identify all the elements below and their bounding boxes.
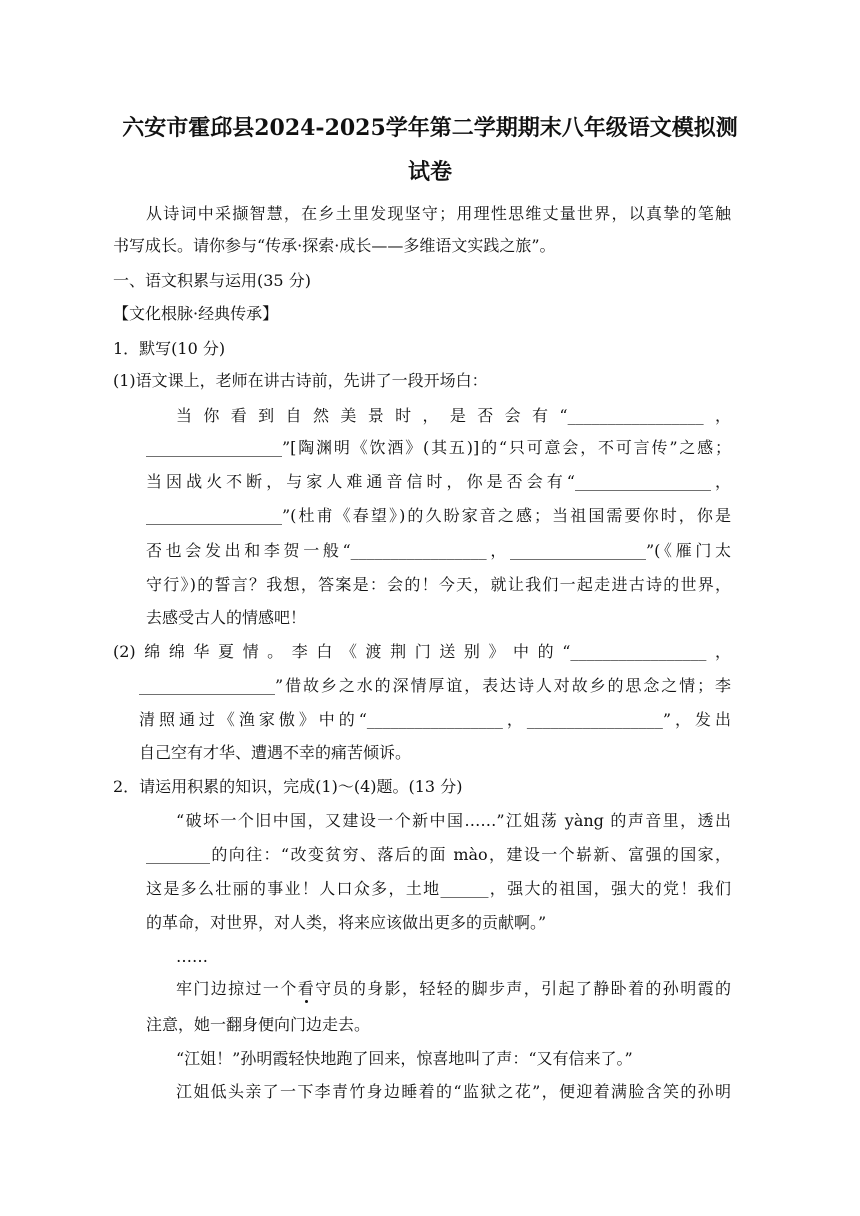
passage-para-1-line-c: 这是多么壮丽的事业！人口众多，土地______，强大的祖国，强大的党！我们 — [146, 879, 731, 898]
question-1-1-line-c: 当因战火不断，与家人难通音信时，你是否会有“_________________， — [146, 472, 731, 491]
question-1-1-line-a: 当你看到自然美景时，是否会有“_________________， — [176, 406, 731, 425]
question-1-1-prompt: (1)语文课上，老师在讲古诗前，先讲了一段开场白： — [113, 371, 488, 390]
passage-para-2-pre: 牢门边掠过一个 — [176, 979, 298, 998]
question-1-1-line-d: _________________”(杜甫《春望》)的久盼家音之感；当祖国需要你时，你是 — [146, 506, 731, 525]
passage-para-2-line-b: 注意，她一翻身便向门边走去。 — [146, 1015, 371, 1034]
question-1-2-line-d: 自己空有才华、遭遇不幸的痛苦倾诉。 — [139, 743, 412, 762]
intro-line-2: 书写成长。请你参与“传承·探索·成长——多维语文实践之旅”。 — [113, 236, 556, 255]
question-1-1-line-b: _________________”[陶渊明《饮酒》(其五)]的“只可意会，不可言传”之感； — [146, 438, 731, 457]
passage-para-4-line-a: 江姐低头亲了一下李青竹身边睡着的“监狱之花”，便迎着满脸含笑的孙明 — [176, 1082, 731, 1101]
passage-para-2-line-a — [176, 978, 731, 1000]
subsection-heading: 【文化根脉·经典传承】 — [113, 304, 279, 323]
exam-title-line-1: 六安市霍邱县2024-2025学年第二学期期末八年级语文模拟测 — [122, 115, 738, 141]
question-1-2-line-c: 清照通过《渔家傲》中的“_________________，_________________”，发出 — [139, 710, 731, 729]
emphasis-dot-character: 看 — [297, 979, 316, 998]
passage-para-2-post: 守员的身影，轻轻的脚步声，引起了静卧着的孙明霞的 — [315, 979, 731, 998]
question-1-1-line-f: 守行》)的誓言？我想，答案是：会的！今天，就让我们一起走进古诗的世界， — [146, 575, 731, 594]
passage-ellipsis: …… — [176, 947, 208, 966]
intro-line-1: 从诗词中采撷智慧，在乡土里发现坚守；用理性思维丈量世界，以真挚的笔触 — [146, 204, 731, 223]
passage-para-1-line-b: ________的向往：“改变贫穷、落后的面 mào，建设一个崭新、富强的国家， — [146, 845, 731, 864]
exam-title-line-2: 试卷 — [407, 159, 452, 185]
question-1-2-line-b: _________________”借故乡之水的深情厚谊，表达诗人对故乡的思念之情；李 — [139, 676, 731, 695]
section-heading: 一、语文积累与运用(35 分) — [113, 271, 311, 290]
passage-para-3: “江姐！”孙明霞轻快地跑了回来，惊喜地叫了声：“又有信来了。” — [176, 1049, 633, 1068]
question-2-heading: 2．请运用积累的知识，完成(1)～(4)题。(13 分) — [113, 777, 463, 796]
question-1-heading: 1．默写(10 分) — [113, 339, 226, 358]
question-1-1-line-e: 否也会发出和李贺一般“_________________，_________________”(《雁门太 — [146, 541, 731, 560]
passage-para-1-line-a: “破坏一个旧中国，又建设一个新中国……”江姐荡 yàng 的声音里，透出 — [176, 811, 731, 830]
passage-para-1-line-d: 的革命，对世界，对人类，将来应该做出更多的贡献啊。” — [146, 913, 547, 932]
question-1-1-line-g: 去感受古人的情感吧！ — [146, 608, 307, 627]
question-1-2-line-a: (2)绵绵华夏情。李白《渡荆门送别》中的“_________________， — [113, 642, 731, 661]
